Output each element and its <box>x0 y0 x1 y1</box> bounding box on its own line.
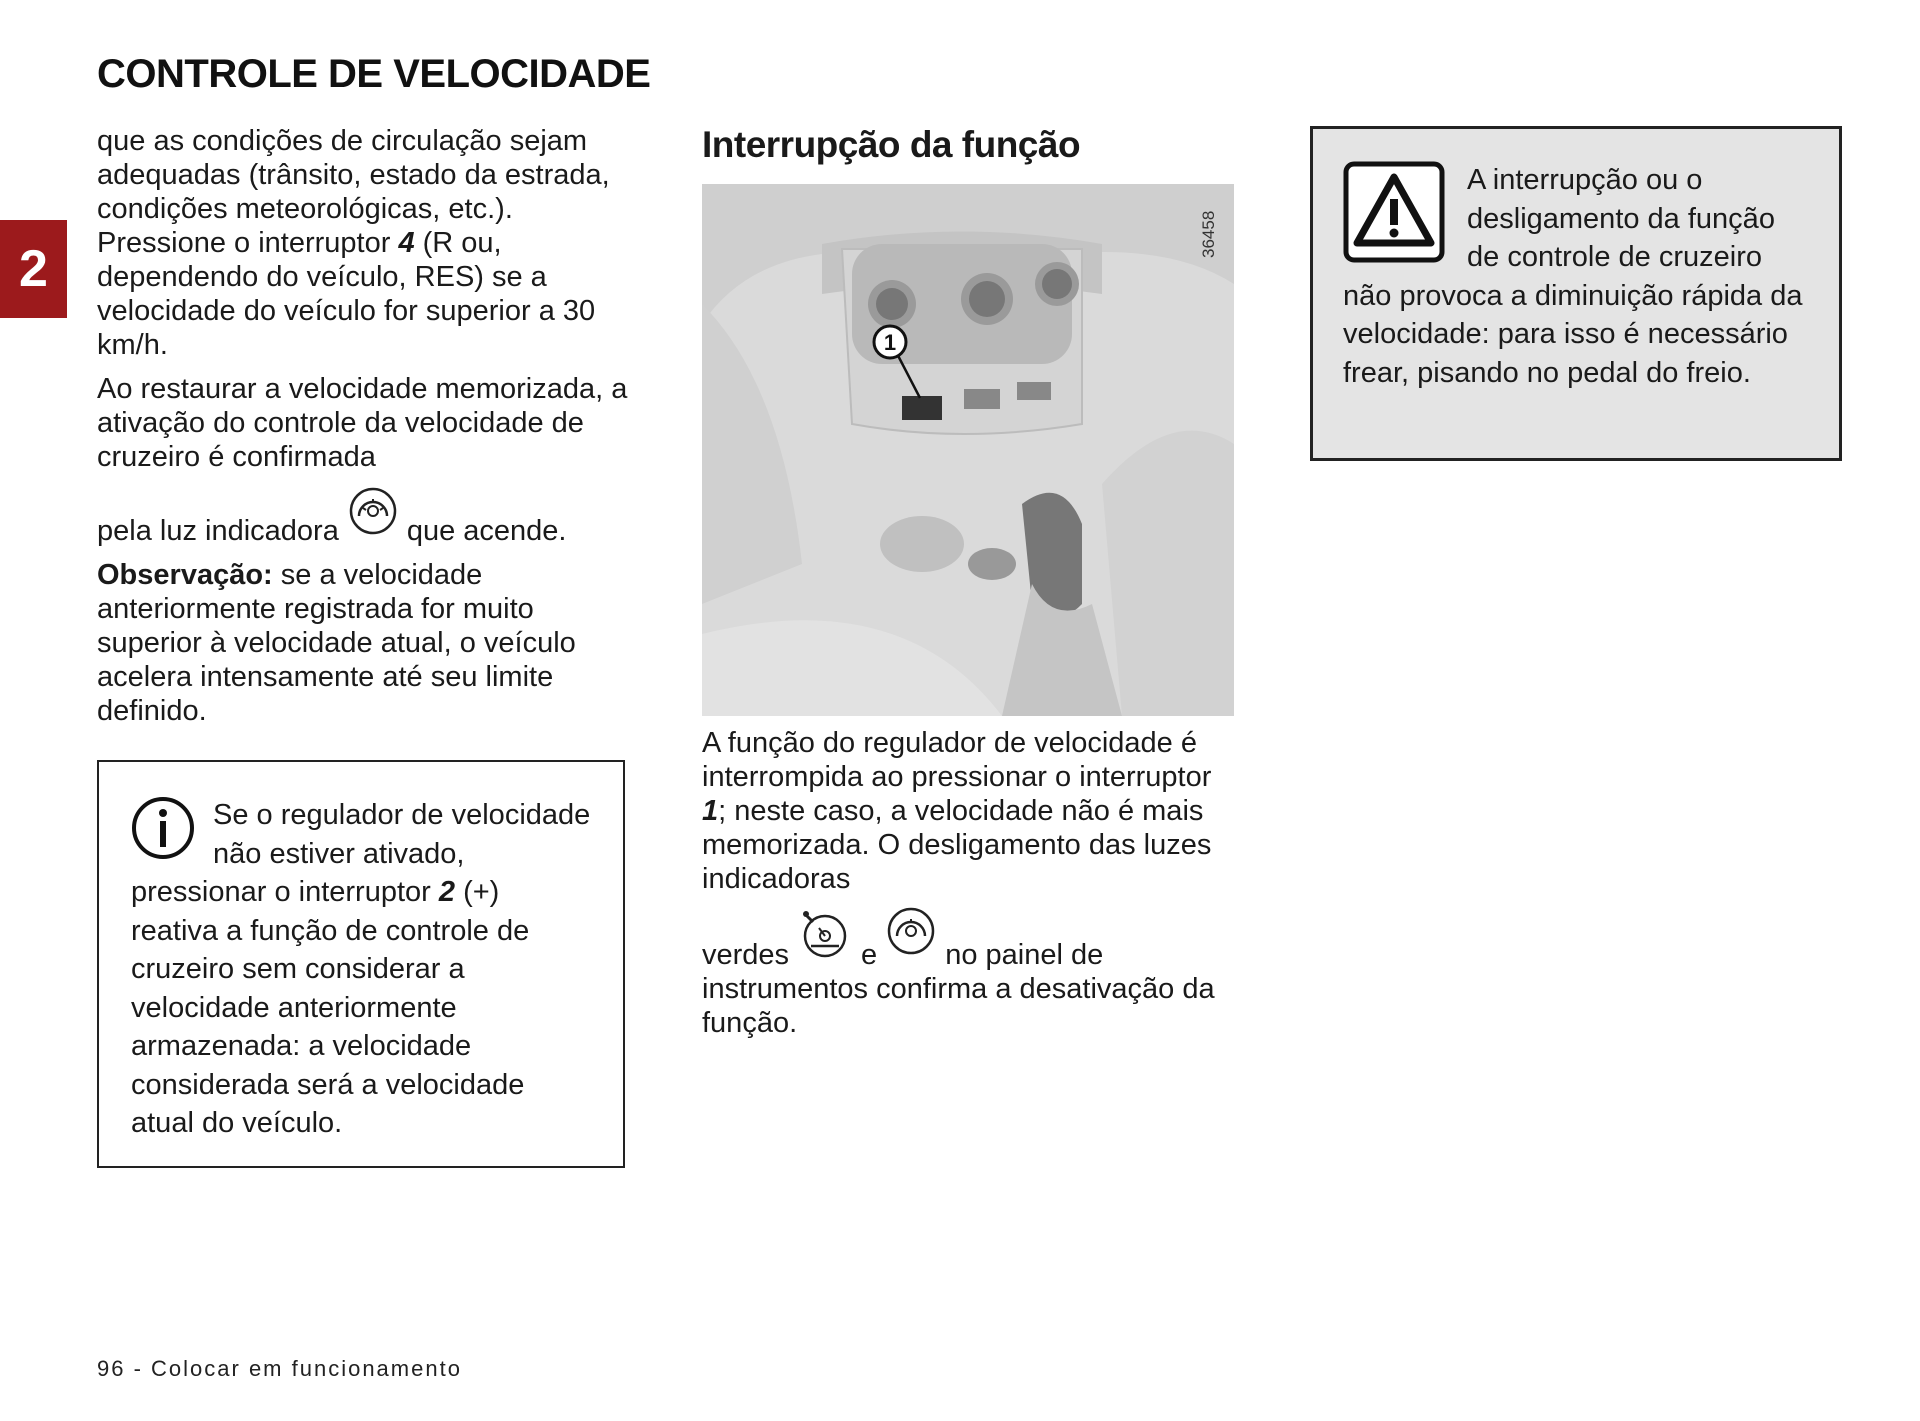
switch-number: 1 <box>702 795 719 827</box>
left-column <box>97 124 637 738</box>
info-note-text: Se o regulador de velocidade não estiver ativado, pressionar o interruptor 2 (+) reativa a função de controle de cruzeiro sem considerar a velocidade anteriormente armazenada: a velocidade considerada será a velocidade atual do veículo. <box>131 799 591 1139</box>
callout-number: 1 <box>883 330 897 355</box>
switch-number: 4 <box>398 227 415 259</box>
warning-icon <box>1343 161 1445 268</box>
paragraph-restore: Ao restaurar a velocidade memorizada, a ativação do controle da velocidade de cruzeiro é confirmada <box>97 373 628 473</box>
paragraph-indicator: pela luz indicadora que acende. <box>97 486 637 548</box>
paragraph-conditions: que as condições de circulação sejam adequadas (trânsito, estado da estrada, condições meteorológicas, etc.). Pressione o interruptor 4 (R ou, dependendo do veículo, RES) se a velocidade do veículo for superior a 30 km/h. <box>97 125 610 361</box>
warning-box <box>1310 126 1842 461</box>
dashboard-illustration <box>702 184 1234 716</box>
paragraph-observation: Observação: se a velocidade anteriormente registrada for muito superior à velocidade atual, o veículo acelera intensamente até seu limite definido. <box>97 559 576 727</box>
section-heading: Interrupção da função <box>702 124 1081 165</box>
switch-number: 2 <box>438 876 456 908</box>
info-note-box <box>97 760 625 1168</box>
chapter-tab: 2 <box>0 220 67 318</box>
cruise-control-indicator-icon <box>347 486 399 544</box>
dashboard-figure <box>702 184 1234 716</box>
figure-code: 36458 <box>1199 210 1218 258</box>
warning-text: A interrupção ou o desligamento da função de controle de cruzeiro não provoca a diminuição rápida da velocidade: para isso é necessário frear, pisando no pedal do freio. <box>1343 164 1803 389</box>
speed-limiter-indicator-icon <box>797 908 853 968</box>
cruise-control-indicator-icon <box>885 906 937 964</box>
middle-column <box>702 124 1242 1050</box>
info-icon <box>131 796 195 865</box>
page-footer: 96 - Colocar em funcionamento <box>97 1356 462 1381</box>
paragraph-lights: verdes e no painel de instrumentos confirma a desativação da função. <box>702 906 1242 1040</box>
paragraph-interruption: A função do regulador de velocidade é interrompida ao pressionar o interruptor 1; neste caso, a velocidade não é mais memorizada. O desligamento das luzes indicadoras <box>702 727 1212 895</box>
page-title: CONTROLE DE VELOCIDADE <box>97 52 651 96</box>
